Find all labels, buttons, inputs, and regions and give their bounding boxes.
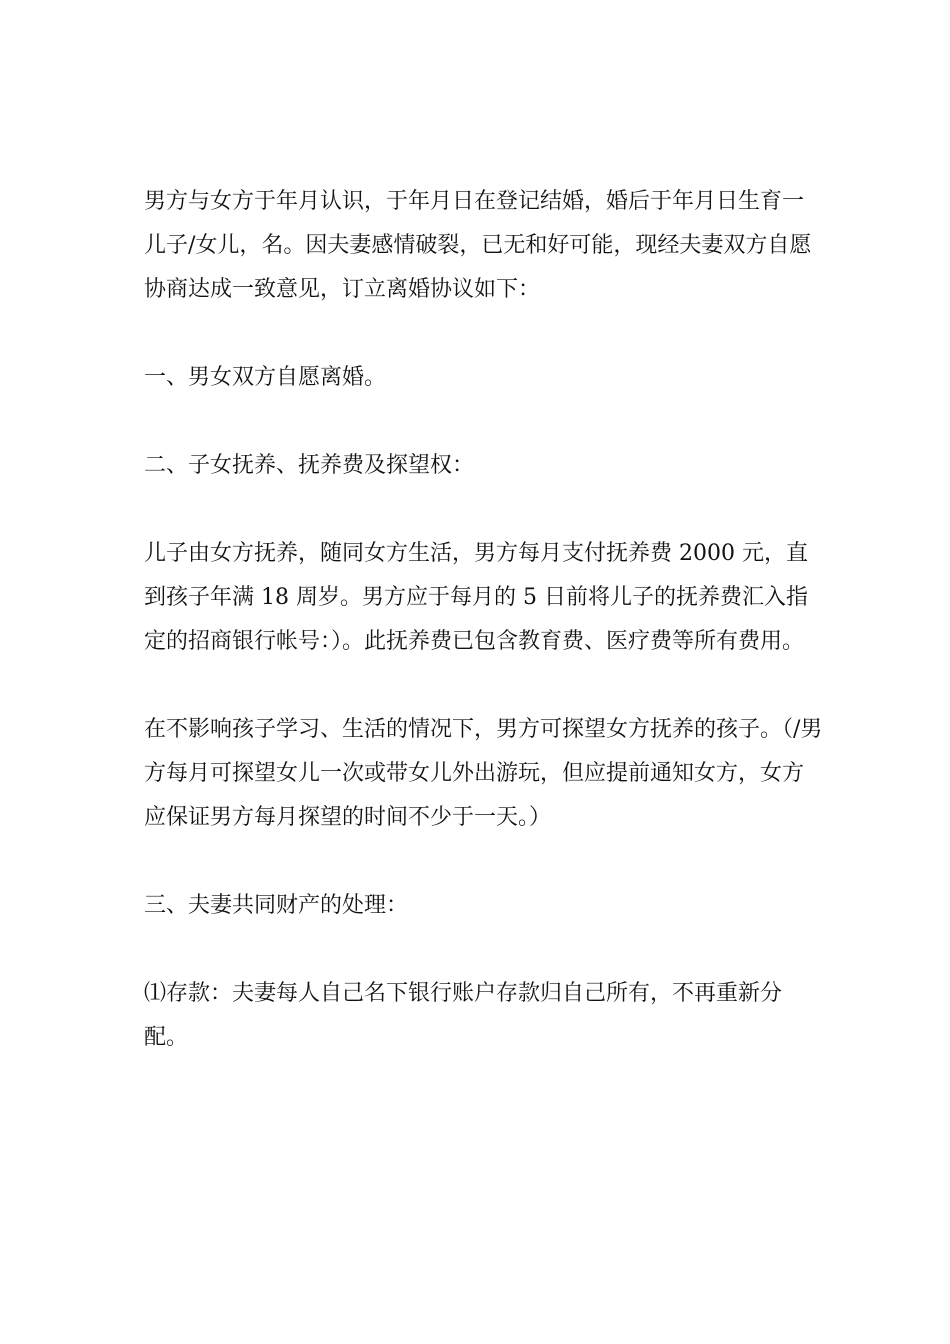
paragraph-visitation: 在不影响孩子学习、生活的情况下，男方可探望女方抚养的孩子。（/男方每月可探望女儿一次或带女儿外出游玩，但应提前通知女方，女方应保证男方每月探望的时间不少于一天。）	[144, 717, 823, 830]
paragraph-child-support: 儿子由女方抚养，随同女方生活，男方每月支付抚养费 2000 元，直到孩子年满 18 周岁。男方应于每月的 5 日前将儿子的抚养费汇入指定的招商银行帐号：）。此抚养费已包含教育费、医疗费等所有费用。	[144, 541, 808, 654]
paragraph-clause-1: 一、男女双方自愿离婚。	[144, 365, 387, 390]
paragraph-intro: 男方与女方于年月认识，于年月日在登记结婚，婚后于年月日生育一儿子/女儿，名。因夫妻感情破裂，已无和好可能，现经夫妻双方自愿协商达成一致意见，订立离婚协议如下：	[144, 189, 812, 302]
paragraph-deposits: ⑴存款：夫妻每人自己名下银行账户存款归自己所有，不再重新分配。	[144, 981, 783, 1050]
paragraph-clause-2-heading: 二、子女抚养、抚养费及探望权：	[144, 453, 475, 478]
paragraph-clause-3-heading: 三、夫妻共同财产的处理：	[144, 893, 409, 918]
document-body	[144, 180, 824, 1060]
